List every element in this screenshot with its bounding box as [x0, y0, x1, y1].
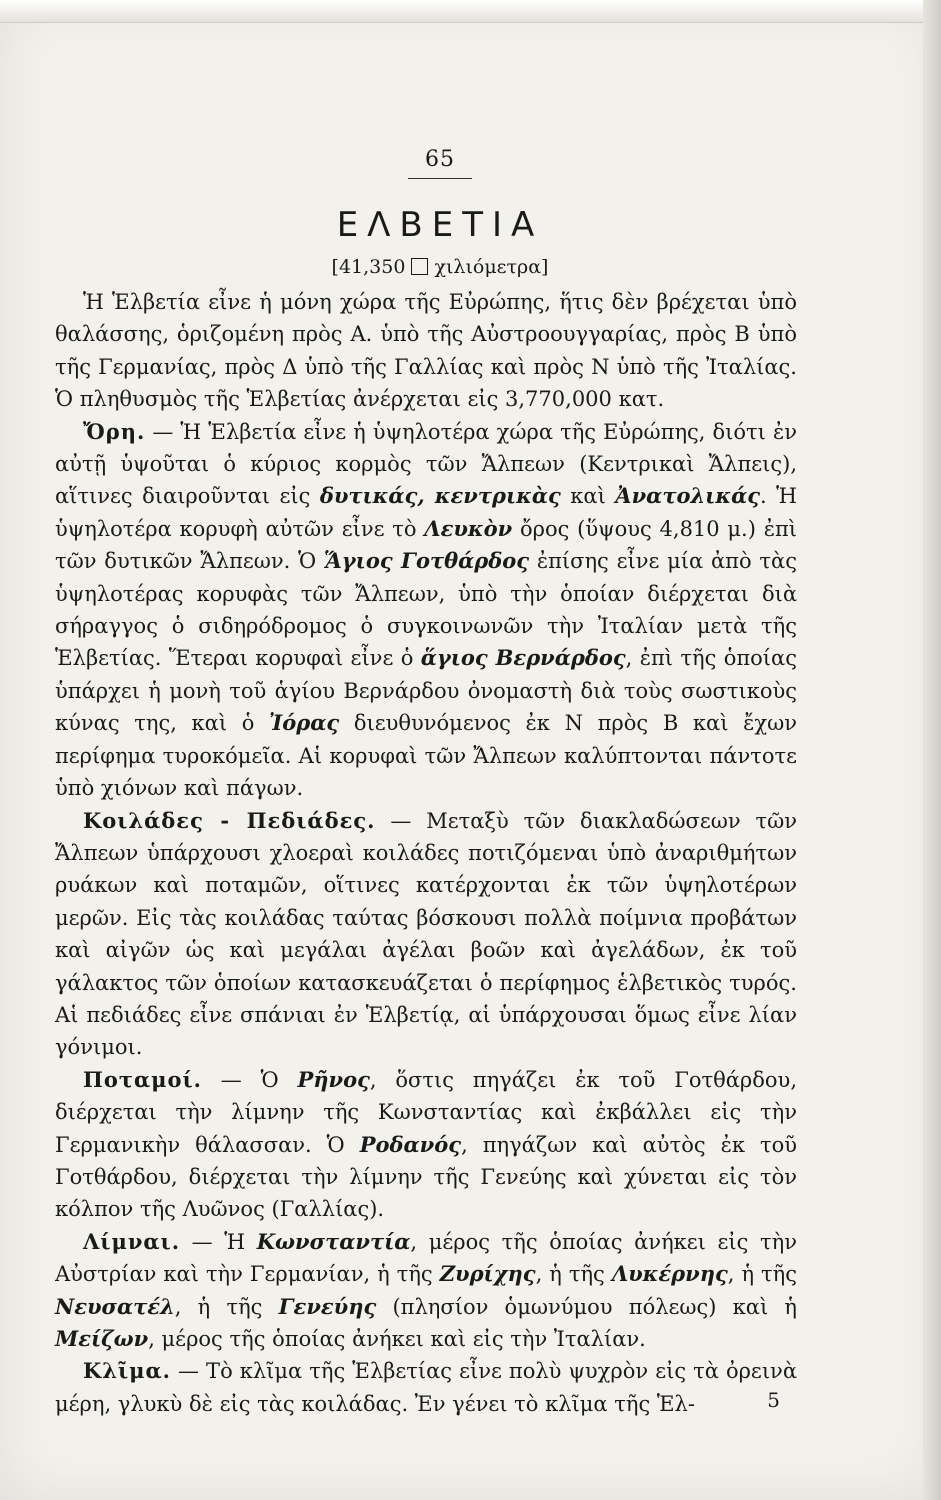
section-head-climate: Κλῖμα.	[83, 1358, 171, 1384]
right-page-edge	[923, 0, 941, 1500]
text-run: . Ἡ ὑψηλοτέρα κορυφὴ αὐτῶν εἶνε τὸ	[55, 484, 798, 541]
section-head-lakes: Λίμναι.	[83, 1228, 181, 1254]
emphasis: Ἀνατολικάς	[615, 483, 761, 509]
text-run: — Τὸ κλῖμα τῆς Ἑλβετίας εἶνε πολὺ ψυχρὸν εἰς τὰ ὀρεινὰ μέρη, γλυκὺ δὲ εἰς τὰς κοιλάδας. Ἐν γένει τὸ κλῖμα τῆς Ἑλ-	[55, 1359, 797, 1416]
text-run: (πλησίον ὁμωνύμου πόλεως) καὶ ἡ	[376, 1294, 798, 1319]
text-run: , μέρος τῆς ὁποίας ἀνήκει εἰς τὴν Αὐστρίαν καὶ τὴν Γερμανίαν, ἡ τῆς	[55, 1229, 797, 1287]
emphasis: Γενεύης	[278, 1293, 377, 1319]
body-text	[55, 286, 797, 1420]
emphasis: Ζυρίχης	[439, 1261, 536, 1287]
text-run: διευθυνόμενος ἐκ Ν πρὸς Β καὶ ἔχων περίφημα τυροκόμεῖα. Αἱ κορυφαὶ τῶν Ἄλπεων καλύπτονται πάντοτε ὑπὸ χιόνων καὶ πάγων.	[55, 711, 797, 801]
text-run: , πηγάζων καὶ αὐτὸς ἐκ τοῦ Γοτθάρδου, διέρχεται τὴν λίμνην τῆς Γενεύης καὶ χύνεται εἰς τὸν κόλπον τῆς Λυῶνος (Γαλλίας).	[55, 1132, 797, 1222]
text-run: — Ἡ Ἑλβετία εἶνε ἡ ὑψηλοτέρα χώρα τῆς Εὐρώπης, διότι ἐν αὐτῇ ὑψοῦται ὁ κύριος κορμὸς τῶν Ἄλπεων (Κεντρικαὶ Ἄλπεις), αἵτινες διαιροῦνται εἰς	[55, 419, 797, 509]
section-head-valleys: Κοιλάδες - Πεδιάδες.	[83, 807, 376, 833]
text-run: , ἡ τῆς	[535, 1262, 612, 1287]
emphasis: Μείζων	[55, 1326, 149, 1351]
area-value: [41,350	[331, 256, 406, 278]
emphasis: Ἰόρας	[269, 710, 340, 736]
emphasis: Νευσατέλ	[55, 1293, 175, 1319]
paragraph-rivers	[55, 1064, 797, 1226]
text-run: — Ἡ	[180, 1229, 257, 1254]
emphasis: Λυκέρνης	[611, 1261, 728, 1287]
paragraph-lakes	[55, 1226, 797, 1356]
text-run: καὶ	[560, 484, 616, 509]
page-number: 65	[425, 147, 455, 172]
page-number-rule	[408, 178, 472, 179]
emphasis: δυτικάς, κεντρικὰς	[319, 483, 561, 509]
paragraph-climate	[55, 1355, 797, 1420]
area-unit: χιλιόμετρα]	[434, 256, 549, 278]
section-head-rivers: Ποταμοί.	[83, 1066, 202, 1092]
emphasis: Κωνσταντία	[256, 1228, 411, 1254]
paragraph-intro: Ἡ Ἑλβετία εἶνε ἡ μόνη χώρα τῆς Εὐρώπης, ἥτις δὲν βρέχεται ὑπὸ θαλάσσης, ὁριζομένη πρὸς Α. ὑπὸ τῆς Αὐστροουγγαρίας, πρὸς Β ὑπὸ τῆς Γερμανίας, πρὸς Δ ὑπὸ τῆς Γαλλίας καὶ πρὸς Ν ὑπὸ τῆς Ἰταλίας. Ὁ πληθυσμὸς τῆς Ἑλβετίας ἀνέρχεται εἰς 3,770,000 κατ.	[55, 290, 797, 412]
section-head-mountains: Ὄρη.	[83, 418, 146, 444]
text-run: ὄρος (ὕψους 4,810 μ.) ἐπὶ τῶν δυτικῶν Ἄλπεων. Ὁ	[55, 516, 798, 574]
signature-mark: 5	[767, 1388, 780, 1412]
text-run: , ὅστις πηγάζει ἐκ τοῦ Γοτθάρδου, διέρχεται τὴν λίμνην τῆς Κωνσταντίας καὶ ἐκβάλλει εἰς τὴν Γερμανικὴν θάλασσαν. Ὁ	[55, 1067, 797, 1157]
page-title: ΕΛΒΕΤΙΑ	[336, 205, 544, 245]
text-run: , ἡ τῆς	[727, 1262, 797, 1287]
text-run: — Ὁ	[201, 1067, 298, 1092]
text-run: , μέρος τῆς ὁποίας ἀνήκει καὶ εἰς τὴν Ἰταλίαν.	[148, 1327, 646, 1351]
square-icon	[411, 258, 428, 275]
top-page-edge	[0, 0, 941, 23]
text-run: — Μεταξὺ τῶν διακλαδώσεων τῶν Ἄλπεων ὑπάρχουσι χλοεραὶ κοιλάδες ποτιζόμεναι ὑπὸ ἀναριθμήτων ρυάκων καὶ ποταμῶν, οἵτινες κατέρχονται ἐκ τῶν ὑψηλοτέρων μερῶν. Εἰς τὰς κοιλάδας ταύτας βόσκουσι πολλὰ ποίμνια προβάτων καὶ αἰγῶν ὡς καὶ μεγάλαι ἀγέλαι βοῶν καὶ ἀγελάδων, ἐκ τοῦ γάλακτος τῶν ὁποίων κατασκευάζεται ὁ περίφημος ἑλβετικὸς τυρός. Αἱ πεδιάδες εἶνε σπάνιαι ἐν Ἑλβετίᾳ, αἱ ὑπάρχουσαι ὅμως εἶνε λίαν γόνιμοι.	[55, 808, 798, 1060]
paragraph-valleys	[55, 805, 797, 1064]
text-run: , ἐπὶ τῆς ὁποίας ὑπάρχει ἡ μονὴ τοῦ ἁγίου Βερνάρδου ὀνομαστὴ διὰ τοὺς σωστικοὺς κύνας της, καὶ ὁ	[55, 646, 797, 736]
text-run: ἐπίσης εἶνε μία ἀπὸ τὰς ὑψηλοτέρας κορυφὰς τῶν Ἄλπεων, ὑπὸ τὴν ὁποίαν διέρχεται διὰ σήραγγος ὁ σιδηρόδρομος ὁ συγκοινωνῶν τὴν Ἰταλίαν μετὰ τῆς Ἑλβετίας. Ἕτεραι κορυφαὶ εἶνε ὁ	[55, 549, 797, 671]
emphasis: Λευκὸν	[424, 515, 513, 541]
emphasis: ἅγιος Βερνάρδος	[420, 645, 626, 671]
emphasis: Ἅγιος Γοτθάρδος	[323, 548, 530, 574]
paragraph-mountains	[55, 416, 797, 805]
text-run: , ἡ τῆς	[174, 1294, 279, 1319]
area-line	[240, 256, 640, 278]
emphasis: Ροδανός	[359, 1131, 462, 1157]
emphasis: Ρῆνος	[297, 1066, 370, 1092]
